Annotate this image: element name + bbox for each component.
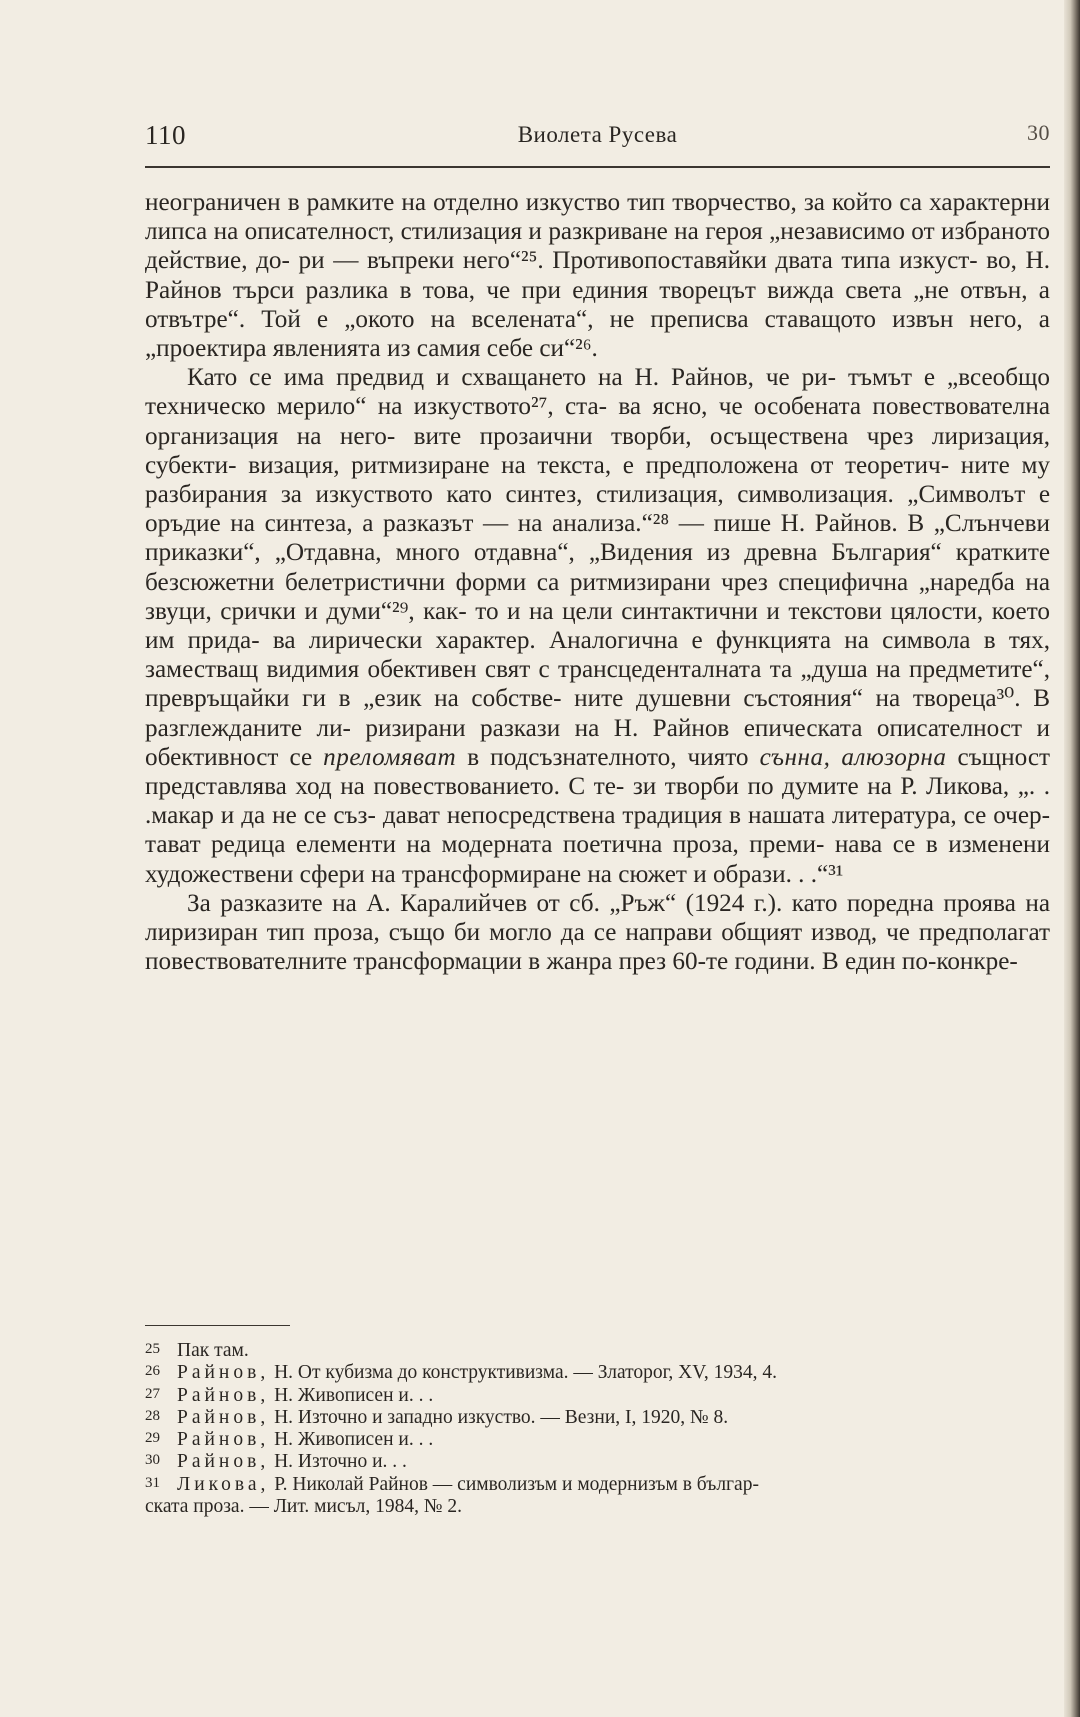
line: ва лирически характер. Аналогична е функцията на символа bbox=[272, 627, 971, 655]
footnote-rule bbox=[145, 1325, 290, 1326]
line: зи творби по думите на Р. Ликова, „. . .макар и да не се съз- bbox=[145, 773, 1050, 830]
italic-term: преломяват bbox=[323, 743, 457, 771]
running-header bbox=[145, 116, 1050, 152]
footnote-number: 30 bbox=[145, 1452, 160, 1469]
footnote-number: 28 bbox=[145, 1407, 160, 1424]
line: в тях, заместващ видимия обективен свят с трансцеденталната bbox=[145, 627, 1050, 684]
footnote-text: Пак там. bbox=[177, 1340, 249, 1361]
line: разкриване на героя „независимо от избраното действие, до- bbox=[145, 218, 1050, 275]
running-head-author: Виолета Русева bbox=[517, 122, 678, 147]
line: кратките безсюжетни белетристични форми са ритмизирани bbox=[145, 539, 1051, 596]
line: та „душа на предметите“, превръщайки ги в „език на собстве- bbox=[145, 656, 1051, 713]
italic-term: алюзорна bbox=[841, 743, 947, 771]
paragraph-2 bbox=[145, 363, 1050, 889]
footnote-30 bbox=[145, 1451, 1050, 1473]
line: ризирани разкази на Н. Райнов епическата описателност и bbox=[365, 714, 1050, 742]
paragraph-3 bbox=[145, 889, 1050, 977]
footnote-number: 31 bbox=[145, 1474, 160, 1491]
footnote-author: Ликова, bbox=[177, 1473, 270, 1495]
footnote-text: Н. Живописен и. . . bbox=[274, 1384, 434, 1406]
line: не преписва ставащото извън него, а „проектира явленията из bbox=[145, 305, 1050, 363]
footnote-27 bbox=[145, 1385, 1050, 1407]
line: същност представлява ход на повествованието. С те- bbox=[145, 743, 1051, 801]
paragraph-1 bbox=[145, 188, 1050, 363]
footnote-25 bbox=[145, 1340, 1050, 1362]
footnote-text: Н. От кубизма до конструктивизма. — Златорог, XV, 1934, 4. bbox=[274, 1362, 777, 1384]
line: вижда света „не отвън, а отвътре“. Той е „окото на вселената“, bbox=[145, 276, 1050, 333]
line: се направи общият извод, че предполагат повествователните bbox=[145, 919, 1051, 976]
line: визация, ритмизиране на текста, е предположена от теоретич- bbox=[248, 451, 950, 479]
line: дават непосредствена традиция в нашата литература, се очер- bbox=[382, 802, 1051, 830]
footnote-26 bbox=[145, 1362, 1050, 1384]
line: чрез специфична „наредба на звуци, срички и думи“²⁹, как- bbox=[145, 568, 1051, 625]
footnote-number: 29 bbox=[145, 1430, 160, 1447]
line: ните му разбирания за изкуството като синтез, стилизация, bbox=[145, 451, 1051, 509]
footnote-text: Р. Николай Райнов — символизъм и модернизъм в българ- bbox=[274, 1473, 759, 1495]
footnote-29 bbox=[145, 1429, 1050, 1451]
line: поредна проява на лиризиран тип проза, също би могло да bbox=[145, 889, 1050, 947]
footnotes bbox=[145, 1340, 1050, 1518]
line: „Отдавна, много отдавна“, „Видения из древна България“ bbox=[274, 539, 942, 567]
line: ните душевни състояния“ на твореца³⁰. В разглежданите ли- bbox=[145, 685, 1050, 742]
footnote-text: Н. Източно и. . . bbox=[274, 1451, 407, 1473]
line: символизация. „Символът е оръдие на синтеза, а разказът — bbox=[145, 481, 1050, 538]
line: за който са характерни липса на описателност, стилизация и bbox=[145, 189, 1051, 246]
footnote-number: 26 bbox=[145, 1363, 160, 1380]
line: на сюжет и образи. . .“³¹ bbox=[587, 860, 844, 888]
footnote-31 bbox=[145, 1474, 1050, 1496]
footnote-author: Райнов, bbox=[177, 1406, 270, 1428]
footnote-text: Н. Живописен и. . . bbox=[274, 1429, 434, 1451]
footnote-author: Райнов, bbox=[177, 1451, 270, 1473]
line: Като се има предвид и схващането на Н. Райнов, че ри- bbox=[187, 364, 837, 392]
line: во, Н. Райнов търси разлика в това, че при единия творецът bbox=[145, 247, 1050, 304]
section-number: 30 bbox=[1027, 120, 1050, 145]
footnote-number: 27 bbox=[145, 1385, 160, 1402]
footnote-31-continued bbox=[145, 1496, 1050, 1518]
line: на анализа.“²⁸ — пише Н. Райнов. В „Слънчеви приказки“, bbox=[145, 510, 1051, 567]
line: тават редица елементи на модерната поетична проза, преми- bbox=[145, 831, 825, 859]
footnote-28 bbox=[145, 1407, 1050, 1429]
line: вите прозаични творби, осъществена чрез лиризация, субекти- bbox=[145, 422, 1050, 479]
footnote-author: Райнов, bbox=[177, 1362, 270, 1384]
line: в подсъзнателното, чиято bbox=[467, 743, 749, 771]
footnote-text: ската проза. — Лит. мисъл, 1984, № 2. bbox=[145, 1496, 463, 1518]
line: За разказите на А. Каралийчев от сб. „Ръж“ (1924 г.). като bbox=[187, 889, 838, 917]
line: обективност се bbox=[145, 743, 313, 771]
line: ва ясно, че особената повествователна организация на него- bbox=[145, 393, 1050, 450]
line: трансформации в жанра през 60-те години. В един по-конкре- bbox=[353, 948, 1018, 976]
body-text bbox=[145, 188, 1050, 976]
header-rule bbox=[145, 166, 1050, 168]
page-edge bbox=[1064, 0, 1080, 1717]
line: тъмът е „всеобщо техническо мерило“ на изкуството²⁷, ста- bbox=[145, 364, 1051, 421]
line: ри — въпреки него“²⁵. Противопоставяйки двата типа изкуст- bbox=[298, 247, 978, 275]
footnote-number: 25 bbox=[145, 1341, 160, 1357]
footnote-author: Райнов, bbox=[177, 1429, 270, 1451]
footnote-author: Райнов, bbox=[177, 1384, 270, 1406]
footnote-text: Н. Източно и западно изкуство. — Везни, I, 1920, № 8. bbox=[274, 1406, 729, 1428]
line: неограничен в рамките на отделно изкуство тип творчество, bbox=[145, 189, 797, 216]
line: самия себе си“²⁶. bbox=[416, 335, 598, 363]
italic-term: сънна, bbox=[759, 743, 831, 771]
line: нава се в изменени художествени сфери на трансформиране bbox=[145, 831, 1050, 888]
line: то и на цели синтактични и текстови цялости, което им прида- bbox=[145, 597, 1050, 655]
page-number: 110 bbox=[145, 120, 186, 150]
